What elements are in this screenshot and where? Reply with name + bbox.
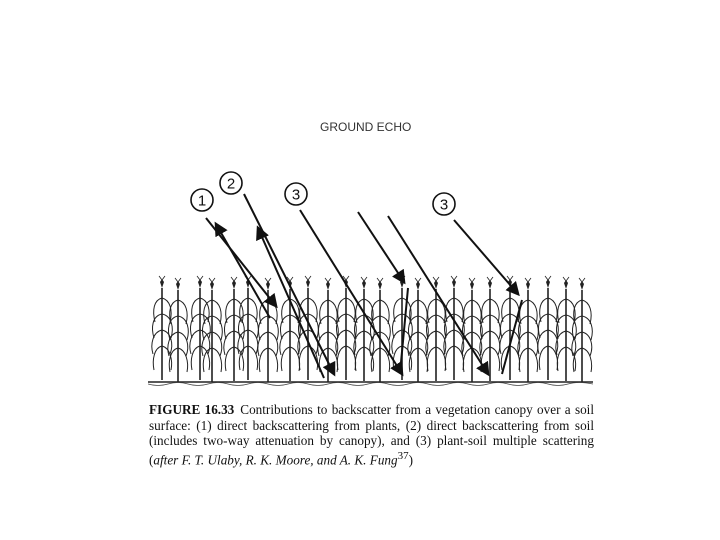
marker-3a	[285, 183, 307, 205]
figure-caption	[149, 402, 594, 467]
caption-credit: after F. T. Ulaby, R. K. Moore, and A. K. Fung	[153, 451, 398, 467]
caption-close: )	[408, 451, 414, 467]
vegetation-backscatter-diagram	[148, 168, 593, 393]
slide-title: GROUND ECHO	[320, 120, 412, 134]
marker-3a-label: 3	[291, 186, 301, 204]
marker-3b-label: 3	[439, 196, 449, 214]
marker-1	[191, 189, 213, 211]
marker-1-label: 1	[197, 192, 207, 210]
marker-3b	[433, 193, 455, 215]
marker-2-label: 2	[226, 175, 236, 193]
marker-2	[220, 172, 242, 194]
caption-text: Contributions to backscatter from a vegetation canopy over a soil surface: (1) direct backscattering from plants, (2) direct backscattering from soil (includes two-way attenuation by canopy), and (3) plant-soil multiple scattering (	[149, 402, 595, 467]
vegetation-canopy	[152, 276, 592, 382]
caption-reference: 37	[397, 449, 409, 462]
figure-label: FIGURE 16.33	[149, 402, 235, 417]
